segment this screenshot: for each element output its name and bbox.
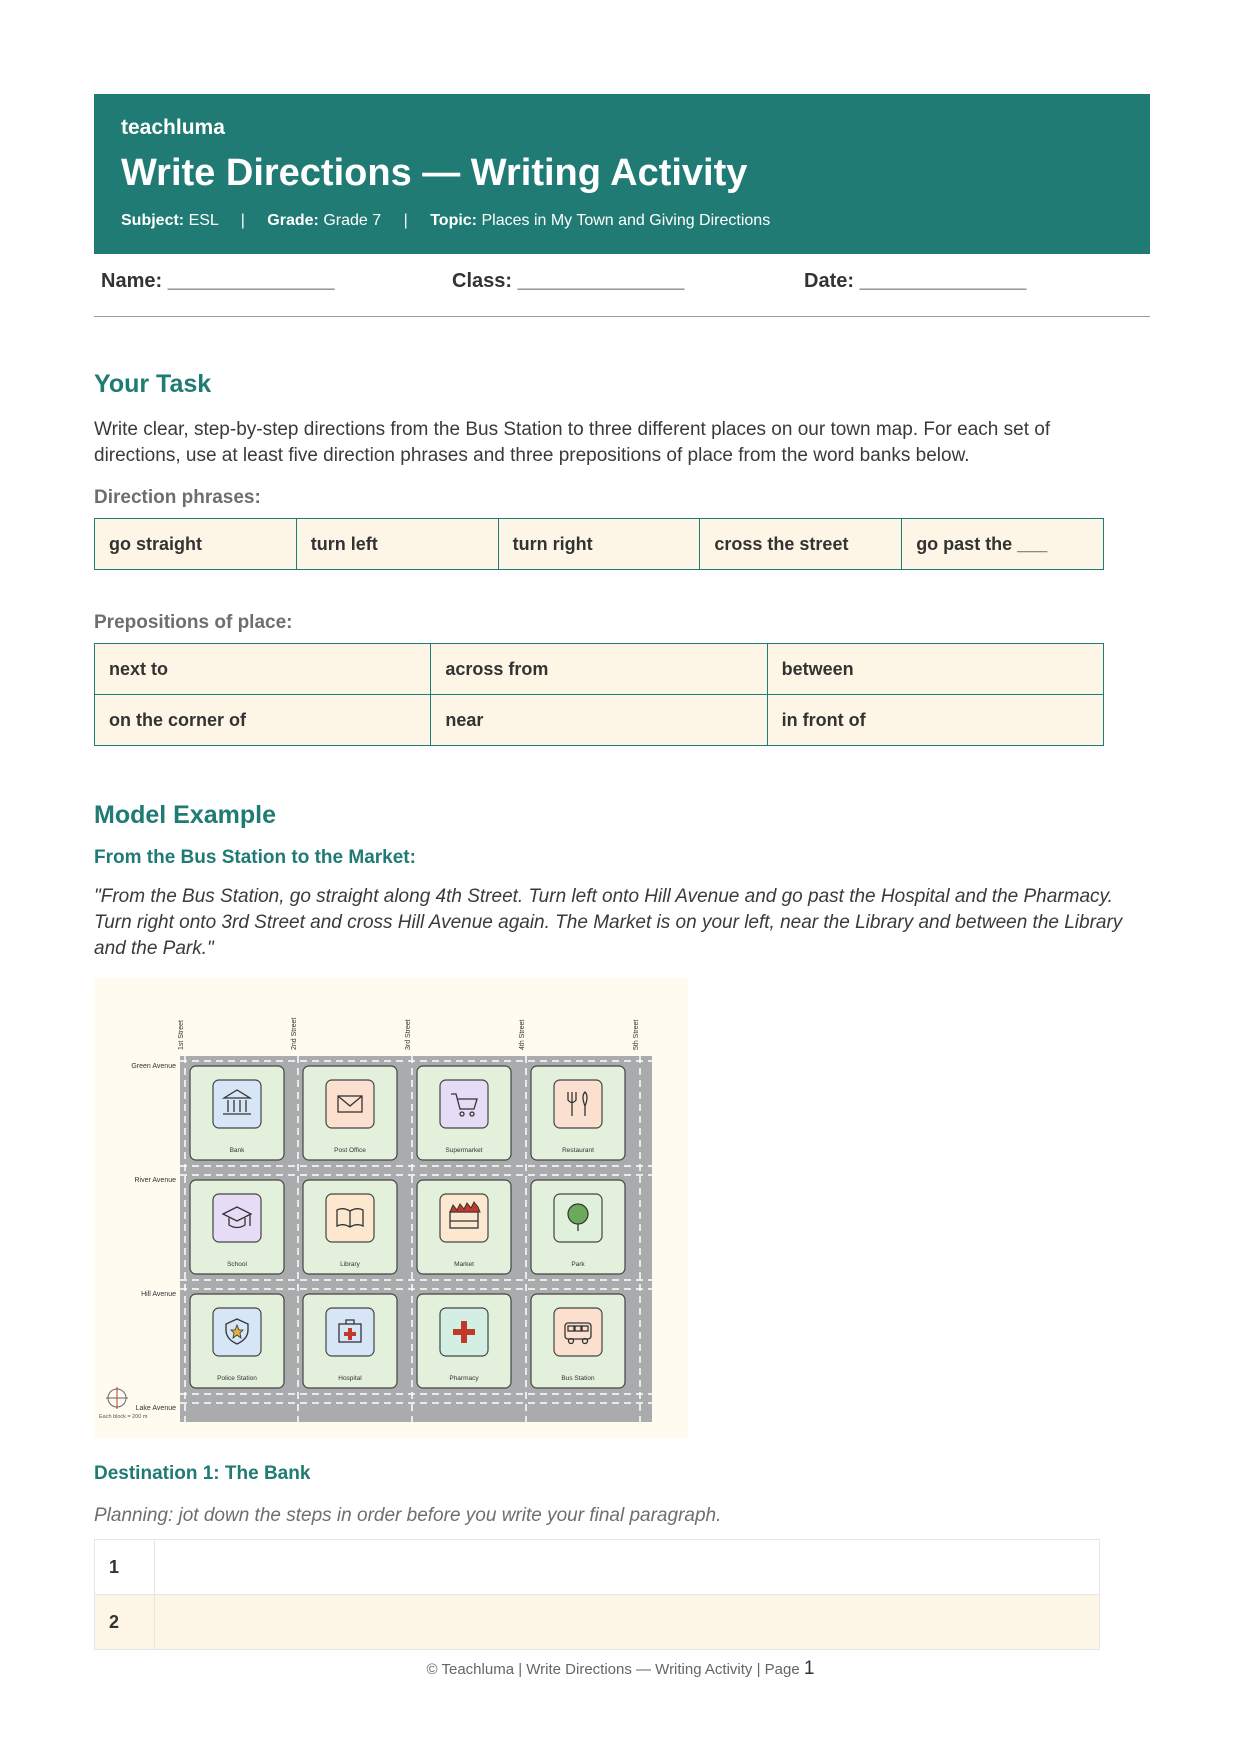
town-map: [94, 978, 688, 1438]
hospital-icon: [326, 1308, 374, 1356]
direction-phrases-label: Direction phrases:: [94, 487, 261, 508]
prepositions-bank: [94, 643, 1104, 746]
word-bank-cell: across from: [431, 644, 767, 695]
table-row: [95, 1540, 1100, 1595]
planning-instructions: Planning: jot down the steps in order before you write your final paragraph.: [94, 1505, 722, 1526]
word-bank-cell: in front of: [767, 695, 1103, 746]
grade-label: Grade:: [267, 212, 319, 229]
model-text: "From the Bus Station, go straight along 4th Street. Turn left onto Hill Avenue and go past the Hospital and the Pharmacy. Turn right onto 3rd Street and cross Hill Avenue again. The Market is on your left, near the Library and between the Library and the Park.": [94, 886, 1123, 959]
word-bank-cell: on the corner of: [95, 695, 431, 746]
pharmacy-icon: [440, 1308, 488, 1356]
street-label: 2nd Street: [291, 1017, 298, 1050]
subject-value: ESL: [188, 212, 219, 229]
avenue-label: Lake Avenue: [135, 1405, 176, 1412]
avenue-label: River Avenue: [134, 1177, 176, 1184]
model-subheading: From the Bus Station to the Market:: [94, 847, 416, 868]
place-label: Library: [340, 1261, 360, 1268]
street-label: 4th Street: [519, 1019, 526, 1050]
table-row: [95, 1595, 1100, 1650]
header-banner: [94, 94, 1150, 254]
bank-icon: [213, 1080, 261, 1128]
direction-phrases-bank: [94, 518, 1104, 570]
topic-value: Places in My Town and Giving Directions: [481, 212, 771, 229]
step-number: 2: [95, 1595, 155, 1650]
street-label: 3rd Street: [405, 1019, 412, 1050]
place-label: Restaurant: [562, 1147, 594, 1154]
word-bank-cell: between: [767, 644, 1103, 695]
page-footer: [0, 1658, 1241, 1680]
bus-station-icon: [554, 1308, 602, 1356]
place-label: Market: [454, 1261, 474, 1268]
page-title: Write Directions — Writing Activity: [121, 152, 748, 194]
map-scale: Each block = 200 m: [99, 1414, 148, 1420]
town-map-graphic: [94, 978, 688, 1438]
street-label: 5th Street: [633, 1019, 640, 1050]
avenue-label: Green Avenue: [131, 1063, 176, 1070]
topic-label: Topic:: [430, 212, 478, 229]
market-icon: [440, 1194, 488, 1242]
place-label: Pharmacy: [449, 1375, 479, 1382]
student-fields: [94, 270, 1150, 317]
name-field[interactable]: Name: _______________: [101, 270, 335, 292]
planning-table: [94, 1539, 1100, 1650]
grade-value: Grade 7: [323, 212, 382, 229]
street-label: 1st Street: [178, 1020, 185, 1050]
restaurant-icon: [554, 1080, 602, 1128]
school-icon: [213, 1194, 261, 1242]
place-label: Bus Station: [561, 1375, 595, 1382]
word-bank-cell: turn left: [296, 519, 498, 570]
step-number: 1: [95, 1540, 155, 1595]
subject-label: Subject:: [121, 212, 185, 229]
word-bank-cell: cross the street: [700, 519, 902, 570]
task-heading: Your Task: [94, 370, 212, 398]
task-body: Write clear, step-by-step directions from the Bus Station to three different places on our town map. For each set of directions, use at least five direction phrases and three prepositions of place from the word banks below.: [94, 419, 1051, 466]
footer-text: © Teachluma | Write Directions — Writing Activity | Page: [426, 1661, 804, 1678]
word-bank-cell: go past the ___: [902, 519, 1104, 570]
word-bank-cell: turn right: [498, 519, 700, 570]
avenue-label: Hill Avenue: [141, 1291, 176, 1298]
date-field[interactable]: Date: _______________: [804, 270, 1027, 292]
prepositions-label: Prepositions of place:: [94, 612, 293, 633]
class-field[interactable]: Class: _______________: [452, 270, 685, 292]
place-label: Supermarket: [445, 1147, 483, 1154]
page-number: 1: [803, 1658, 815, 1679]
place-label: Park: [571, 1261, 585, 1268]
place-label: Police Station: [217, 1375, 257, 1382]
place-label: Bank: [229, 1147, 245, 1154]
step-input[interactable]: [155, 1595, 1100, 1650]
word-bank-cell: next to: [95, 644, 431, 695]
supermarket-icon: [440, 1080, 488, 1128]
meta-line: Subject: ESL | Grade: Grade 7 | Topic: Places in My Town and Giving Directions: [121, 212, 771, 229]
step-input[interactable]: [155, 1540, 1100, 1595]
post-office-icon: [326, 1080, 374, 1128]
park-icon: [554, 1194, 602, 1242]
place-label: Post Office: [334, 1147, 366, 1154]
place-label: School: [227, 1261, 247, 1268]
police-station-icon: [213, 1308, 261, 1356]
word-bank-cell: go straight: [95, 519, 297, 570]
destination1-heading: Destination 1: The Bank: [94, 1463, 311, 1484]
word-bank-cell: near: [431, 695, 767, 746]
model-heading: Model Example: [94, 801, 276, 829]
place-label: Hospital: [338, 1375, 362, 1382]
brand-name: teachluma: [121, 116, 225, 139]
library-icon: [326, 1194, 374, 1242]
